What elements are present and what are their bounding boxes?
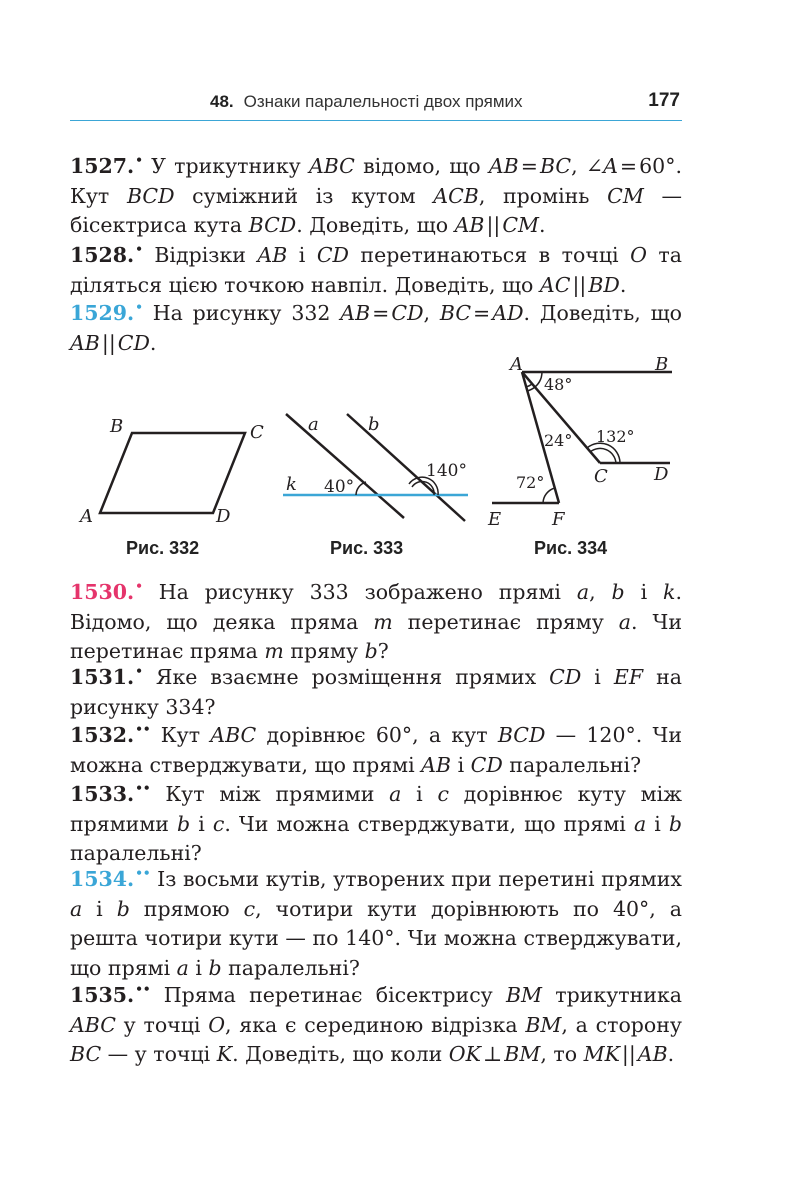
- problem-text: Відрізки AB і CD перетинаються в точці O та діляться цією точкою навпіл. Доведіть, що AC || BD.: [70, 243, 682, 297]
- problem-1531: [70, 657, 682, 722]
- angle-arc-72: [543, 488, 555, 503]
- page-header: [70, 86, 682, 121]
- caption-fig-333: Рис. 333: [330, 538, 404, 558]
- label-e: E: [488, 509, 502, 530]
- label-angle-48: 48°: [544, 375, 573, 394]
- caption-fig-332: Рис. 332: [126, 538, 200, 558]
- angle-arc-24-outer: [527, 387, 535, 391]
- label-line-b: b: [368, 414, 380, 435]
- label-d: D: [654, 464, 669, 485]
- label-line-a: a: [308, 414, 319, 435]
- problem-text: На рисунку 333 зображено прямі a, b і k. Відомо, що деяка пряма m перетинає пряму a. Чи перетинає пряма m пряму b?: [70, 580, 682, 663]
- label-b: B: [655, 354, 669, 375]
- problem-number: 1531.•: [70, 664, 143, 689]
- problem-1527: [70, 146, 682, 241]
- problem-number: 1535.••: [70, 982, 151, 1007]
- figures: [70, 350, 682, 560]
- problem-number: 1527.•: [70, 153, 143, 178]
- problem-1530: [70, 572, 682, 667]
- section-title: [210, 92, 523, 112]
- label-angle-72: 72°: [516, 473, 545, 492]
- problem-number: 1532.••: [70, 722, 151, 747]
- problem-text: Із восьми кутів, утворених при перетині прямих a і b прямою c, чотири кути дорівнюють по 40°, а решта чотири кути — по 140°. Чи можна стверджувати, що прямі a і b паралельні?: [70, 867, 682, 980]
- label-line-k: k: [286, 474, 297, 495]
- problem-number: 1533.••: [70, 781, 151, 806]
- problem-number: 1534.••: [70, 866, 151, 891]
- problem-text: Пряма перетинає бісектрису BM трикутника ABC у точці O, яка є серединою відрізка BM, а сторону BC — у точці K. Доведіть, що коли OK ⊥ BM, то MK || AB.: [70, 983, 682, 1066]
- label-angle-40: 40°: [324, 477, 355, 497]
- problem-text: Кут між прямими a і c дорівнює куту між прямими b і c. Чи можна стверджувати, що прямі a і b паралельні?: [70, 782, 683, 865]
- label-a: A: [510, 354, 523, 375]
- problem-text: Кут ABC дорівнює 60°, а кут BCD — 120°. Чи можна стверджувати, що прямі AB і CD паралельні?: [70, 723, 682, 777]
- section-title-text: Ознаки паралельності двох прямих: [243, 92, 523, 111]
- caption-fig-334: Рис. 334: [534, 538, 608, 558]
- parallelogram-abcd: [100, 433, 245, 513]
- problem-1529: [70, 293, 682, 358]
- problem-text: Яке взаємне розміщення прямих CD і EF на рисунку 334?: [70, 665, 683, 719]
- problem-1534: [70, 859, 682, 983]
- figure-333: [283, 414, 468, 521]
- problem-number: 1529.•: [70, 300, 143, 325]
- problem-text: У трикутнику ABC відомо, що AB = BC, ∠A = 60°. Кут BCD суміжний із кутом ACB, промінь CM — бісектриса кута BCD. Доведіть, що AB || CM.: [70, 154, 682, 237]
- label-f: F: [552, 509, 565, 530]
- figure-334: [487, 354, 672, 530]
- figure-332: [78, 416, 264, 527]
- problem-1533: [70, 774, 682, 869]
- label-c: C: [250, 422, 264, 443]
- label-d: D: [216, 506, 231, 527]
- problem-1532: [70, 715, 682, 780]
- label-angle-24: 24°: [544, 431, 573, 450]
- problem-number: 1530.•: [70, 579, 143, 604]
- label-angle-132: 132°: [596, 427, 635, 446]
- problem-1535: [70, 975, 682, 1070]
- section-number: 48.: [210, 92, 234, 111]
- label-b: B: [110, 416, 124, 437]
- label-a: A: [80, 506, 93, 527]
- label-c: C: [594, 466, 608, 487]
- label-angle-140: 140°: [426, 461, 467, 481]
- angle-arc-48: [535, 372, 542, 387]
- problem-text: На рисунку 332 AB = CD, BC = AD. Доведіть, що AB || CD.: [70, 301, 682, 355]
- page-number: 177: [648, 90, 680, 111]
- problem-1528: [70, 235, 682, 300]
- problem-number: 1528.•: [70, 242, 143, 267]
- line-a: [286, 414, 404, 518]
